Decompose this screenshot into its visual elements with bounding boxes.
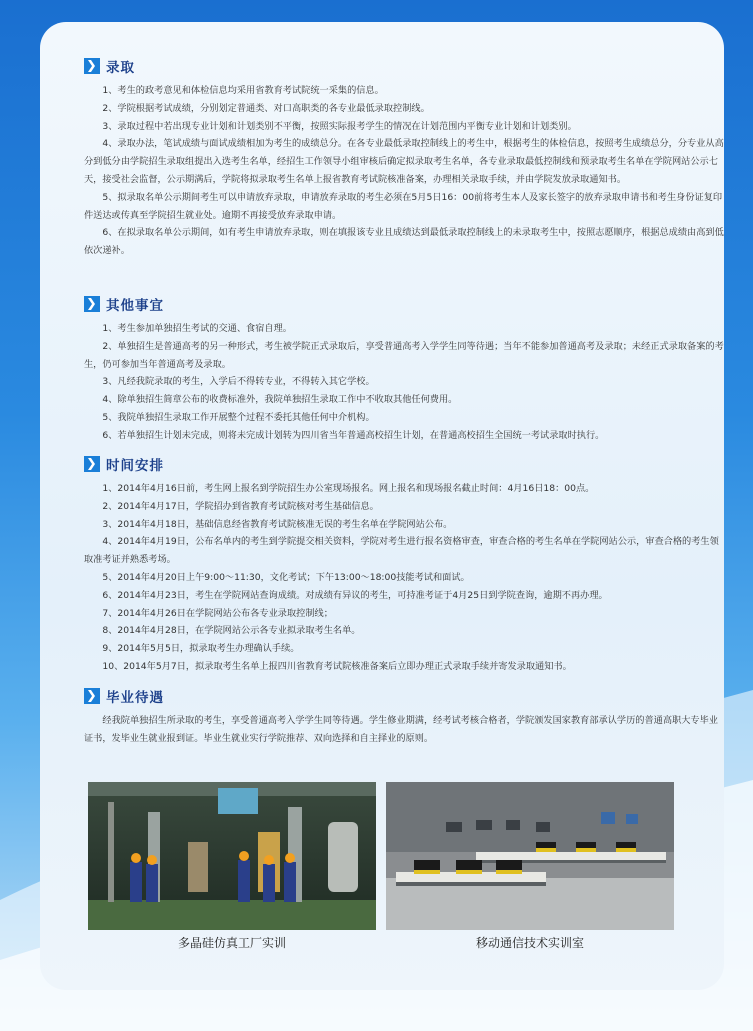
paragraph: 3、2014年4月18日，基础信息经省教育考试院核准无误的考生名单在学院网站公布。 [102,518,453,530]
section-title: 时间安排 [106,458,164,474]
paragraph: 2、学院根据考试成绩，分别划定普通类、对口高职类的各专业最低录取控制线。 [102,102,430,114]
paragraph: 6、若单独招生计划未完成，则将未完成计划转为四川省当年普通高校招生计划，在普通高校招生全国统一考试录取时执行。 [102,429,605,441]
paragraph: 1、考生的政考意见和体检信息均采用省教育考试院统一采集的信息。 [102,85,384,96]
paragraph: 5、拟录取名单公示期间考生可以申请放弃录取，申请放弃录取的考生必须在5月5日16：00前将考生本人及家长签字的放弃录取申请书和考生身份证复印件送达或传真至学院招生就业处。逾期不再接受放弃录取申请。 [84,191,723,221]
paragraph: 1、2014年4月16日前，考生网上报名到学院招生办公室现场报名。网上报名和现场报名截止时间：4月16日18：00点。 [102,483,595,494]
section-header [84,686,724,706]
paragraph: 5、我院单独招生录取工作开展整个过程不委托其他任何中介机构。 [102,411,375,423]
paragraph: 7、2014年4月26日在学院网站公布各专业录取控制线； [102,607,333,619]
paragraph: 3、录取过程中若出现专业计划和计划类别不平衡，按照实际报考学生的情况在计划范围内平衡专业计划和计划类别。 [102,120,577,132]
paragraph: 1、考生参加单独招生考试的交通、食宿自理。 [102,323,292,334]
section-marker-icon [84,456,100,472]
section-title: 录取 [106,60,135,76]
paragraph: 2、2014年4月17日，学院招办到省教育考试院核对考生基础信息。 [102,500,379,512]
paragraph: 6、在拟录取名单公示期间，如有考生申请放弃录取，则在填报该专业且成绩达到最低录取控制线上的未录取考生中，按照志愿顺序，根据总成绩由高到低依次递补。 [84,227,724,257]
paragraph: 5、2014年4月20日上午9:00～11:30，文化考试；下午13:00～18:00技能考试和面试。 [102,571,470,583]
photo-caption: 多晶硅仿真工厂实训 [177,936,286,950]
section-graduation [84,686,724,748]
section-header [84,294,724,314]
section-schedule [84,454,724,676]
paragraph: 经我院单独招生所录取的考生，享受普通高考入学学生同等待遇。学生修业期满，经考试考核合格者，学院颁发国家教育部承认学历的普通高职大专毕业证书，发毕业生就业报到证。毕业生就业实行学院推荐、双向选择和自主择业的原则。 [84,715,718,744]
section-header [84,454,724,474]
content-card [40,22,724,990]
section-title: 毕业待遇 [106,690,164,706]
paragraph: 10、2014年5月7日，拟录取考生名单上报四川省教育考试院核准备案后立即办理正式录取手续并寄发录取通知书。 [102,660,572,672]
section-marker-icon [84,688,100,704]
paragraph: 4、录取办法，笔试成绩与面试成绩相加为考生的成绩总分。在各专业最低录取控制线上的考生中，根据考生的体检信息，按照考生成绩总分，分专业从高分到低分由学院招生录取组提出入选考生名单，经招生工作领导小组审核后确定拟录取考生名单，各专业录取最低控制线和预录取考生名单在学院网站公示七天，接受社会监督，公示期满后，学院将拟录取考生名单上报省教育考试院核准备案，办理相关录取手续，并由学院发放录取通知书。 [84,138,724,185]
section-title: 其他事宜 [106,298,164,314]
photo-mobile-communication-lab [386,782,674,930]
section-header [84,56,724,76]
section-marker-icon [84,296,100,312]
paragraph: 9、2014年5月5日，拟录取考生办理确认手续。 [102,643,300,655]
paragraph: 2、单独招生是普通高考的另一种形式，考生被学院正式录取后，享受普通高考入学学生同等待遇；当年不能参加普通高考及录取；未经正式录取备案的考生，仍可参加当年普通高考及录取。 [84,340,724,370]
paragraph: 4、2014年4月19日，公布名单内的考生到学院提交相关资料，学院对考生进行报名资格审查，审查合格的考生名单在学院网站公示，审查合格的考生领取准考证并熟悉考场。 [84,536,719,566]
section-other-matters [84,294,724,445]
section-marker-icon [84,58,100,74]
section-admission [84,56,724,260]
photo-polysilicon-factory [88,782,376,930]
paragraph: 4、除单独招生简章公布的收费标准外，我院单独招生录取工作中不收取其他任何费用。 [102,394,458,406]
paragraph: 8、2014年4月28日，在学院网站公示各专业拟录取考生名单。 [102,625,361,637]
paragraph: 3、凡经我院录取的考生，入学后不得转专业，不得转入其它学校。 [102,376,375,388]
photo-caption: 移动通信技术实训室 [475,936,584,950]
paragraph: 6、2014年4月23日，考生在学院网站查询成绩。对成绩有异议的考生，可持准考证于4月25日到学院查询，逾期不再办理。 [102,589,608,601]
